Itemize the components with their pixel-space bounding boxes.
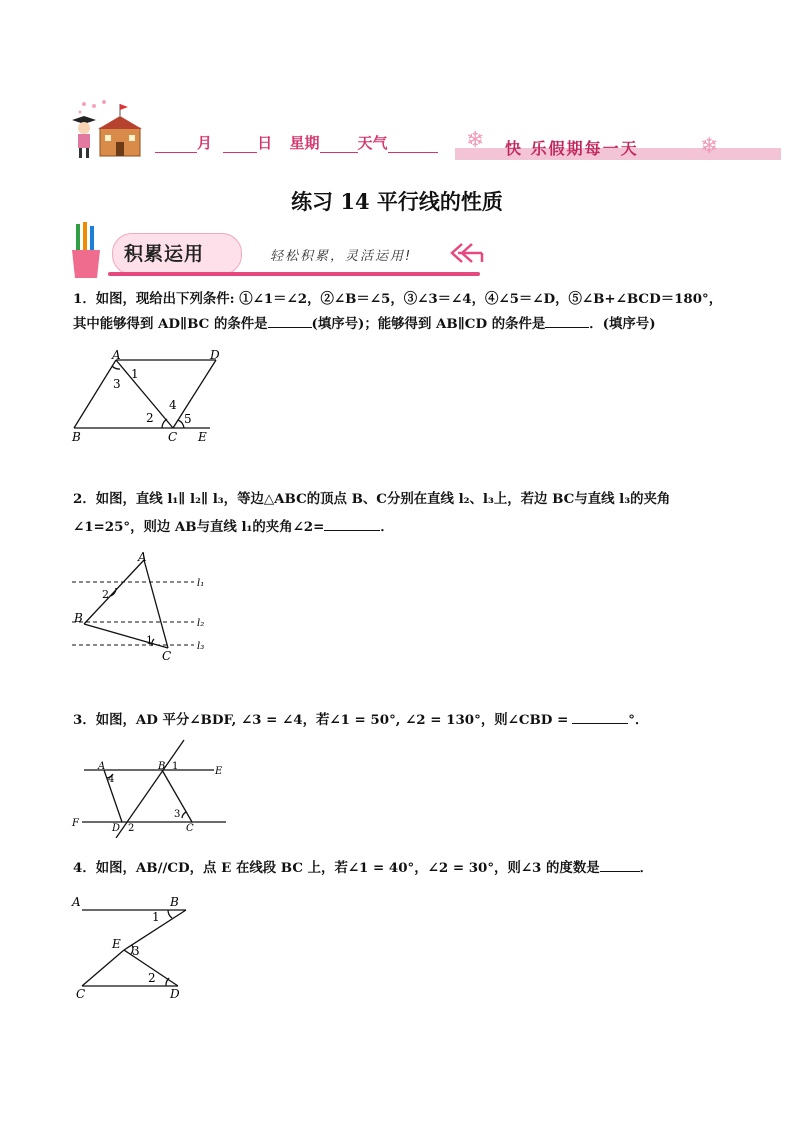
fig3-angle-3: 3 [174, 809, 181, 820]
fig4-label-C: C [76, 987, 86, 1001]
fig2-label-A: A [138, 550, 147, 564]
fig4-label-E: E [112, 937, 121, 951]
fig4-label-B: B [170, 895, 179, 909]
fig3-label-B: B [158, 761, 166, 772]
answer-blank[interactable] [268, 327, 312, 328]
question-2 [73, 489, 773, 537]
fig4-label-D: D [170, 987, 180, 1001]
question-2-line2: ∠1=25°，则边 AB与直线 l₁的夹角∠2= ． [73, 519, 394, 535]
fig3-angle-1: 1 [172, 761, 179, 772]
fig1-angle-5: 5 [184, 412, 192, 426]
question-4 [73, 858, 773, 878]
fig4-label-A: A [72, 895, 81, 909]
answer-blank[interactable] [600, 871, 640, 872]
section-subtitle: 轻松积累，灵活运用! [270, 249, 413, 264]
question-3 [73, 710, 773, 730]
question-4-line1: 4．如图，AB//CD，点 E 在线段 BC 上，若∠1 = 40°，∠2 = 30°，则∠3 的度数是 ． [73, 860, 653, 876]
fig1-label-C: C [168, 430, 178, 444]
fig1-angle-2: 2 [146, 411, 154, 425]
section-label: 积累运用 [124, 243, 205, 265]
fig1-label-A: A [112, 348, 121, 362]
header-illustration [68, 98, 148, 160]
fig3-label-D: D [112, 823, 121, 834]
question-1-line1: 1．如图，现给出下列条件: ①∠1＝∠2，②∠B＝∠5，③∠3＝∠4，④∠5＝∠D，⑤∠B+∠BCD＝180°， [73, 291, 723, 307]
fig3-angle-2: 2 [128, 823, 135, 834]
figure-q1 [70, 348, 230, 448]
fig1-label-D: D [210, 348, 220, 362]
snowflake-icon: ❄ [466, 128, 485, 153]
fig2-angle-2: 2 [102, 588, 109, 601]
fig3-angle-4: 4 [108, 774, 115, 785]
fig3-label-E: E [215, 766, 223, 777]
section-underline [108, 272, 480, 276]
fig1-angle-3: 3 [113, 377, 121, 391]
figure-q3 [70, 738, 240, 842]
fig2-label-l1: l₁ [197, 578, 205, 589]
question-1-line2: 其中能够得到 AD∥BC 的条件是 (填序号)；能够得到 AB∥CD 的条件是 ．(填序号) [73, 316, 656, 332]
question-2-line1: 2．如图，直线 l₁∥ l₂∥ l₃，等边△ABC的顶点 B、C分别在直线 l₂、l₃上，若边 BC与直线 l₃的夹角 [73, 491, 671, 507]
fig4-angle-1: 1 [152, 910, 160, 924]
fig1-label-E: E [198, 430, 207, 444]
answer-blank[interactable] [572, 723, 628, 724]
fig2-label-l3: l₃ [197, 641, 205, 652]
fig1-angle-4: 4 [169, 398, 177, 412]
pencil-cup-icon [68, 222, 104, 280]
fig3-label-A: A [98, 761, 106, 772]
fig2-angle-1: 1 [146, 634, 153, 647]
question-1 [73, 289, 773, 334]
figure-q4 [68, 890, 198, 1010]
fig2-label-C: C [162, 649, 172, 663]
answer-blank[interactable] [324, 530, 380, 531]
fig1-label-B: B [72, 430, 81, 444]
snowflake-icon: ❄ [700, 134, 719, 159]
fig4-angle-3: 3 [132, 944, 140, 958]
arrow-left-icon [448, 242, 484, 268]
slogan: 快 乐假期每一天 [505, 139, 639, 158]
figure-q2 [70, 548, 220, 668]
fig1-angle-1: 1 [131, 367, 139, 381]
page-title: 练习 14 平行线的性质 [291, 189, 503, 214]
question-3-line1: 3．如图，AD 平分∠BDF, ∠3 = ∠4，若∠1 = 50°, ∠2 = 130°，则∠CBD = °． [73, 712, 649, 728]
fig2-label-B: B [74, 611, 83, 625]
fig4-angle-2: 2 [148, 971, 156, 985]
fig3-label-C: C [186, 823, 194, 834]
fig2-label-l2: l₂ [197, 618, 205, 629]
date-line: 月 日 星期 天气 [155, 132, 438, 153]
answer-blank[interactable] [545, 327, 589, 328]
fig3-label-F: F [72, 818, 79, 829]
